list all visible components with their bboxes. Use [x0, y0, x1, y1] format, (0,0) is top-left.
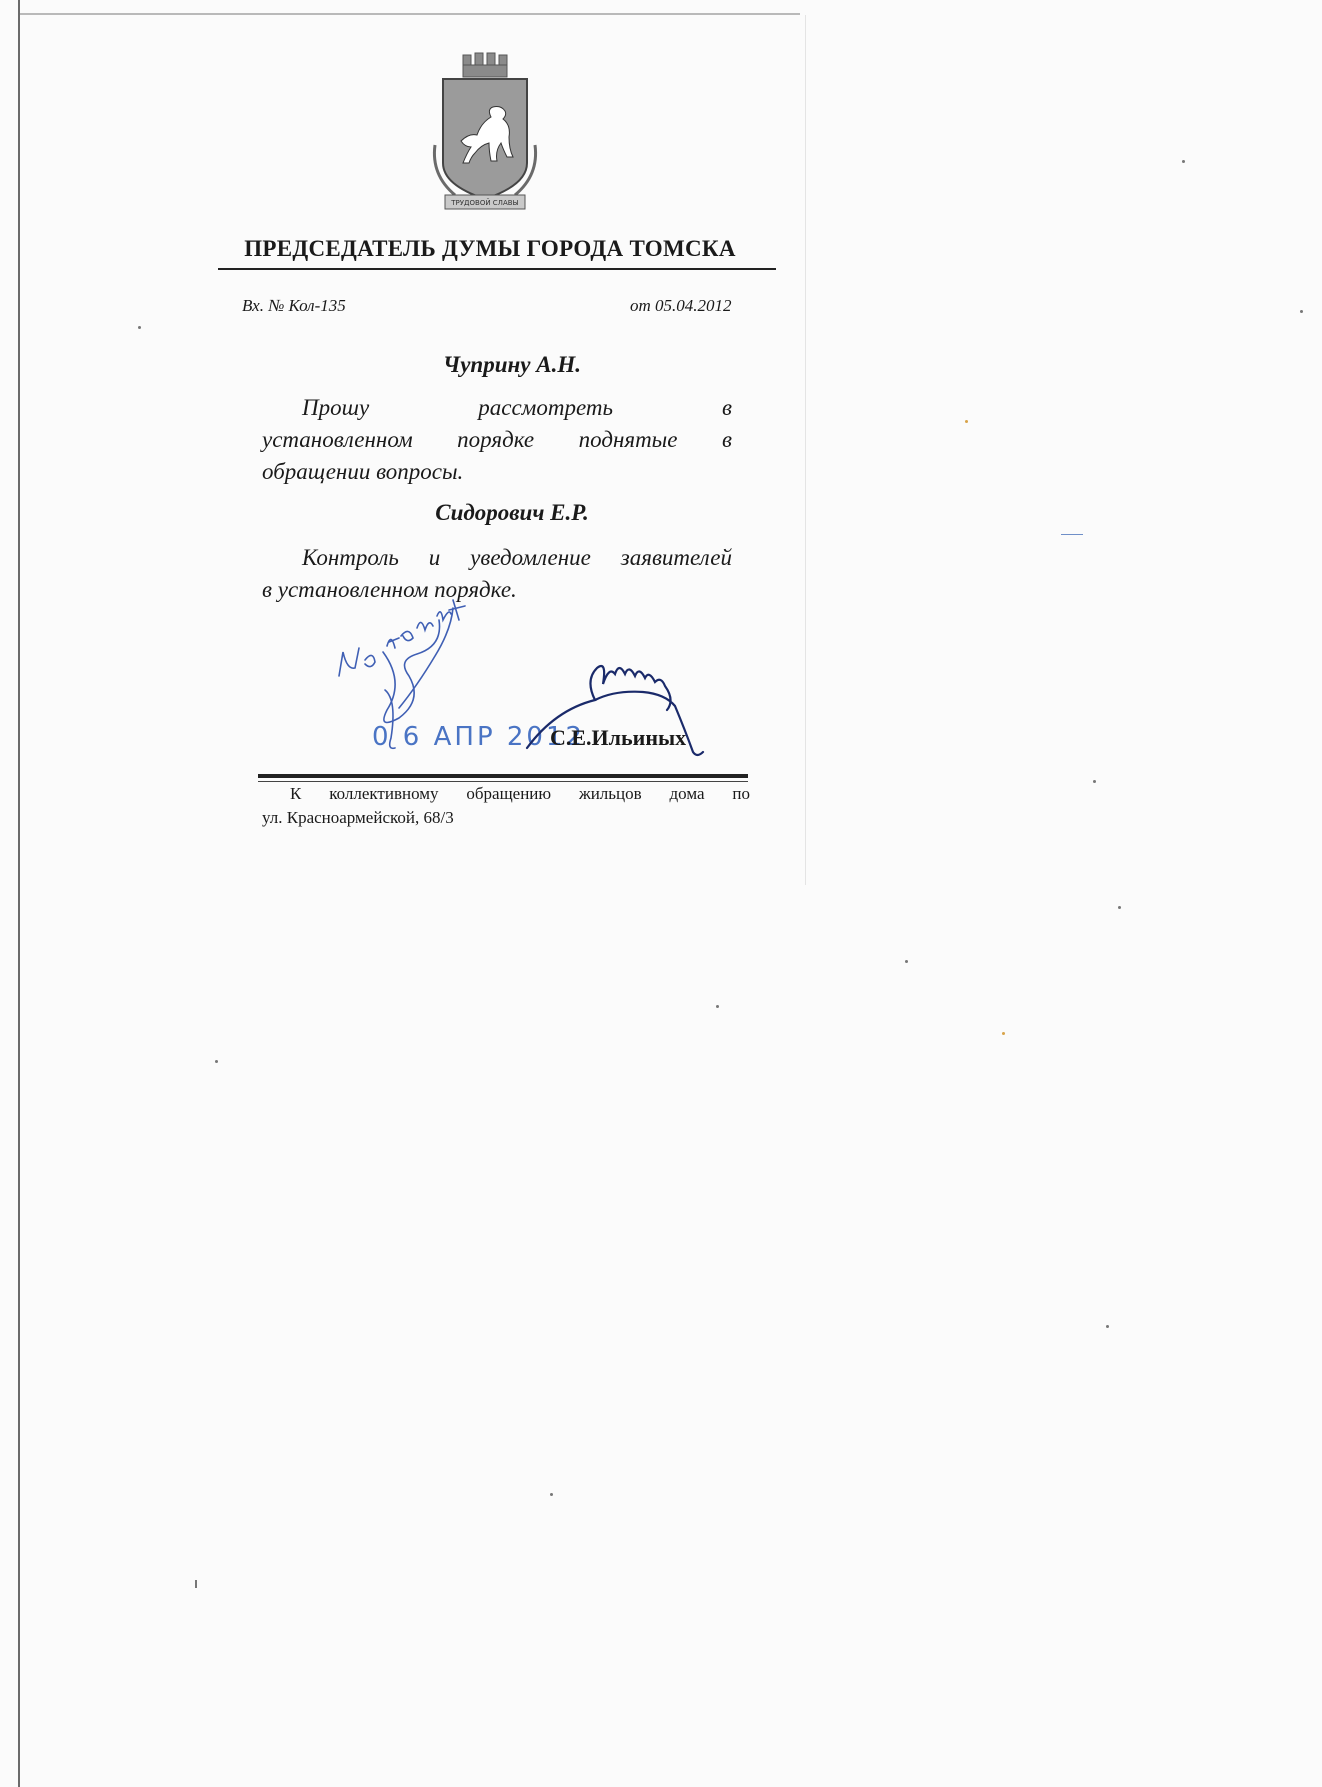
sheet-fold-line — [805, 15, 806, 885]
subject-line: ул. Красноармейской, 68/3 — [262, 808, 454, 827]
scan-speck — [195, 1580, 197, 1588]
scan-speck — [716, 1005, 719, 1008]
registration-date: от 05.04.2012 — [630, 296, 732, 315]
instruction-1-line: обращении вопросы. — [262, 459, 464, 484]
instruction-2-line: Контроль и уведомление заявителей — [302, 545, 732, 570]
incoming-number: Вх. № Кол-135 — [242, 296, 346, 315]
scan-speck — [1061, 534, 1083, 535]
letterhead-divider — [218, 268, 776, 270]
scan-speck — [138, 326, 141, 329]
subject-line: К коллективному обращению жильцов дома по — [290, 784, 750, 803]
letterhead-title: ПРЕДСЕДАТЕЛЬ ДУМЫ ГОРОДА ТОМСКА — [244, 236, 736, 261]
scan-shadow-left-edge — [18, 0, 20, 1787]
instruction-1-line: установленном порядке поднятые в — [262, 427, 732, 452]
scan-speck — [905, 960, 908, 963]
scan-speck — [965, 420, 968, 423]
scan-speck — [1002, 1032, 1005, 1035]
addressee-2: Сидорович Е.Р. — [435, 500, 589, 525]
letter-subject — [262, 782, 750, 830]
scan-speck — [1106, 1325, 1109, 1328]
instruction-1-text — [262, 392, 732, 488]
svg-text:ТРУДОВОЙ СЛАВЫ: ТРУДОВОЙ СЛАВЫ — [451, 199, 519, 207]
scan-speck — [215, 1060, 218, 1063]
scan-speck — [1300, 310, 1303, 313]
instruction-1-line: Прошу рассмотреть в — [302, 395, 732, 420]
scan-shadow-top-edge — [20, 13, 800, 15]
addressee-1: Чуприну А.Н. — [443, 352, 581, 377]
footer-divider-thick — [258, 774, 748, 778]
date-stamp: 0 6 АПР 2012 — [372, 722, 586, 752]
scan-speck — [1182, 160, 1185, 163]
scan-speck — [1118, 906, 1121, 909]
tomsk-coat-of-arms-emblem — [425, 45, 545, 215]
scan-speck — [1093, 780, 1096, 783]
scan-speck — [550, 1493, 553, 1496]
instruction-2-line: в установленном порядке. — [262, 577, 517, 602]
signer-name: С.Е.Ильиных — [550, 725, 687, 750]
